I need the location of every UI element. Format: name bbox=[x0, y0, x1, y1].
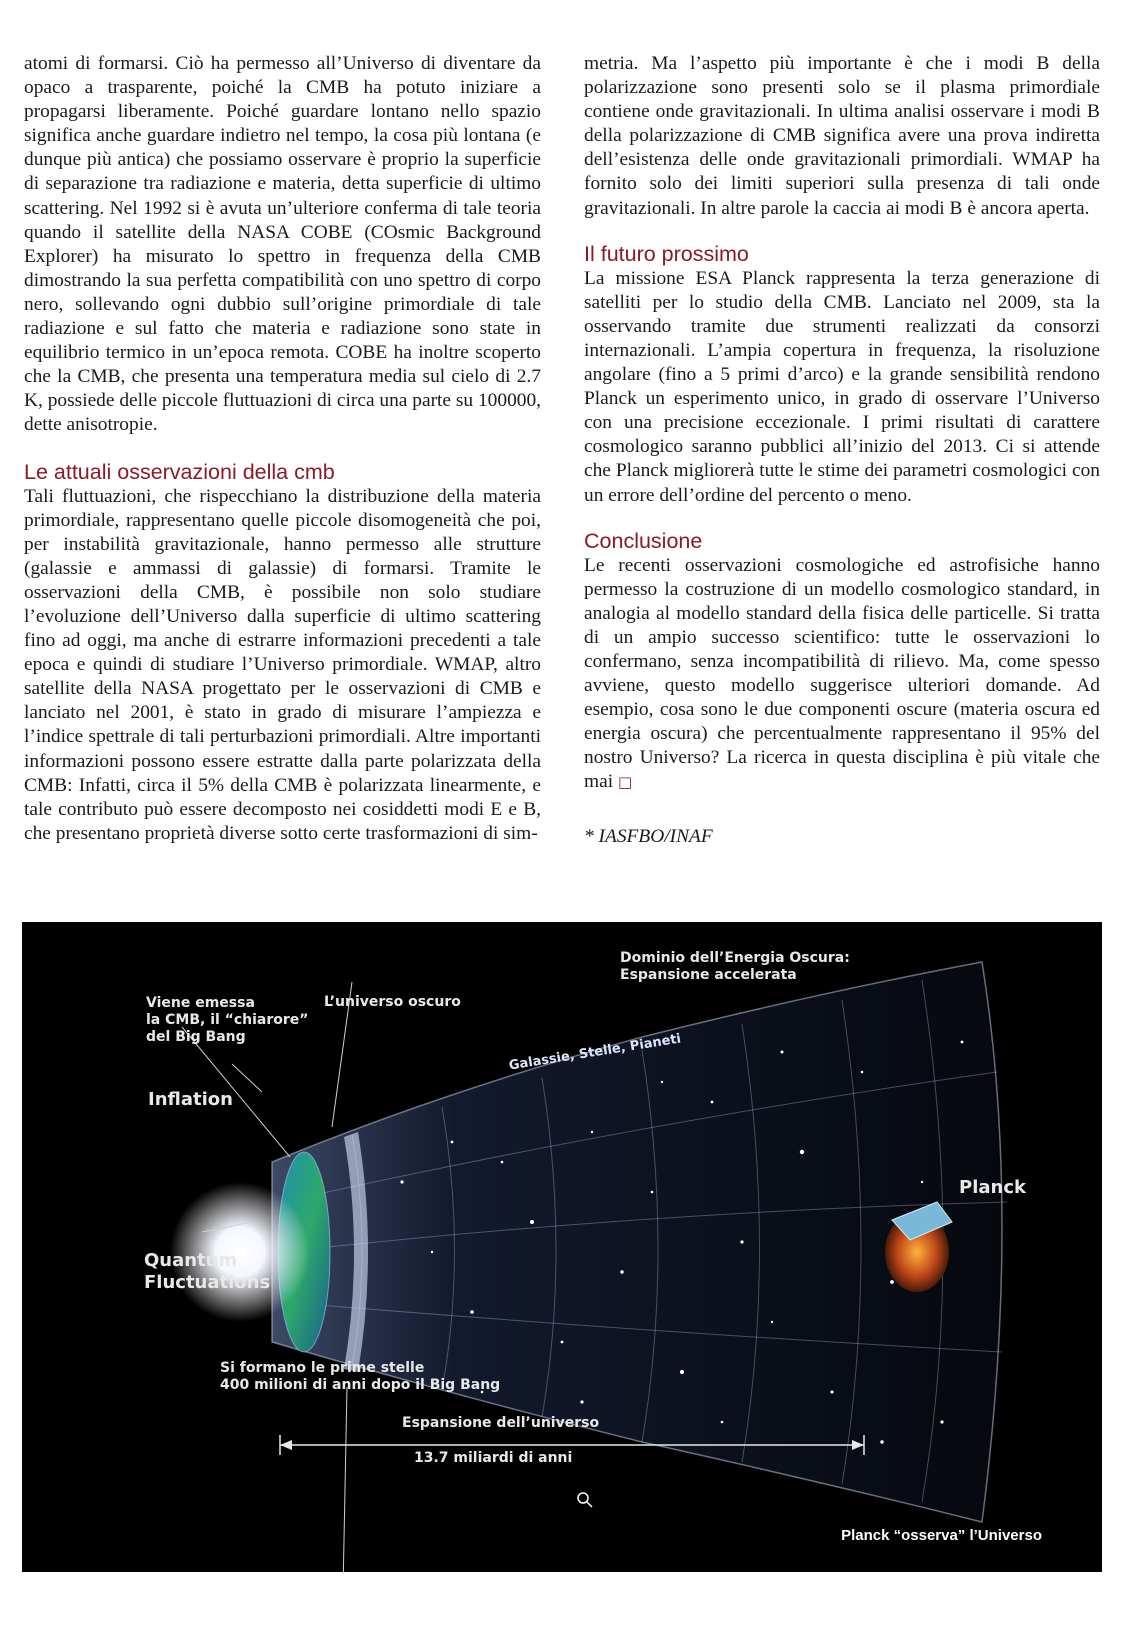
figure-caption: Planck “osserva” l’Universo bbox=[841, 1527, 1042, 1544]
section-heading: Il futuro prossimo bbox=[584, 241, 749, 266]
right-column bbox=[584, 52, 1100, 849]
label-first-stars: Si formano le prime stelle 400 milioni di anni dopo il Big Bang bbox=[220, 1360, 501, 1393]
label-dark-energy: Dominio dell’Energia Oscura: Espansione accelerata bbox=[620, 950, 850, 983]
label-age: 13.7 miliardi di anni bbox=[414, 1450, 573, 1466]
end-mark-icon: □ bbox=[617, 773, 633, 792]
author-affiliation: * IASFBO/INAF bbox=[584, 825, 713, 847]
paragraph-text: Le recenti osservazioni cosmologiche ed astrofisiche hanno permesso la costruzione di un modello cosmologico standard, in analogia al modello standard della fisica delle particelle. Si tratta di un ampio successo scientifico: tutte le osservazioni lo confermano, senza incompatibilità di rilievo. Ma, come spesso avviene, questo modello suggerisce ulteriori domande. Ad esempio, cosa sono le due componenti oscure (materia oscura ed energia oscura) che percentualmente rappresentano il 95% del nostro Universo? La ricerca in questa disciplina è più vitale che mai bbox=[584, 554, 1100, 793]
paragraph: metria. Ma l’aspetto più importante è che i modi B della polarizzazione sono presenti solo se il plasma primordiale contiene onde gravitazionali. In ultima analisi osservare i modi B della polarizzazione di CMB significa avere una prova indiretta dell’esistenza delle onde gravitazionali primordiali. WMAP ha fornito solo dei limiti superiori sulla presenza di tali onde gravitazionali. In altre parole la caccia ai modi B è ancora aperta. bbox=[584, 53, 1100, 219]
label-dark-universe: L’universo oscuro bbox=[324, 994, 461, 1010]
label-cmb-emission: Viene emessa la CMB, il “chiarore” del Big Bang bbox=[146, 995, 309, 1045]
label-expansion: Espansione dell’universo bbox=[402, 1415, 600, 1431]
label-inflation: Inflation bbox=[148, 1089, 233, 1110]
paragraph: atomi di formarsi. Ciò ha permesso all’Universo di diventare da opaco a trasparente, poiché la CMB ha potuto iniziare a propagarsi liberamente. Poiché guardare lontano nello spazio significa anche guardare indietro nel tempo, la cosa più lontana (e dunque più antica) che possiamo osservare è proprio la superficie di separazione tra radiazione e materia, detta superficie di ultimo scattering. Nel 1992 si è avuta un’ulteriore conferma di tale teoria quando il satellite della NASA COBE (COsmic Background Explorer) ha misurato lo spettro in frequenza della CMB dimostrando la sua perfetta compatibilità con uno spettro di corpo nero, sollevando ogni dubbio sull’origine primordiale di tale radiazione e sul fatto che materia e radiazione sono state in equilibrio termico in un’epoca remota. COBE ha inoltre scoperto che la CMB, che presenta una temperatura media sul cielo di 2.7 K, possiede delle piccole fluttuazioni di circa una parte su 100000, dette anisotropie. bbox=[24, 53, 541, 436]
label-planck: Planck bbox=[959, 1177, 1026, 1198]
label-galaxies: Galassie, Stelle, Pianeti bbox=[507, 1031, 683, 1074]
label-quantum-fluctuations: Quantum Fluctuations bbox=[144, 1250, 271, 1293]
paragraph: Tali fluttuazioni, che rispecchiano la distribuzione della materia primordiale, rappresentano quelle piccole disomogeneità che poi, per instabilità gravitazionale, hanno permesso alle strutture (galassie e ammassi di galassie) di formarsi. Tramite le osservazioni della CMB, è possibile non solo studiare l’evoluzione dell’Universo dalla superficie di ultimo scattering fino ad oggi, ma anche di estrarre informazioni precedenti a tale epoca e quindi di studiare l’Universo primordiale. WMAP, altro satellite della NASA progettato per le osservazioni di CMB e lanciato nel 2001, è stato in grado di misurare l’ampiezza e l’indice spettrale di tali perturbazioni primordiali. Altre importanti informazioni possono essere estratte dalla parte polarizzata della CMB: Infatti, circa il 5% della CMB è polarizzata linearmente, e tale contributo può essere decomposto nei cosiddetti modi E e B, che presentano proprietà diverse sotto certe trasformazioni di sim- bbox=[24, 485, 541, 844]
section-heading: Conclusione bbox=[584, 528, 703, 553]
universe-timeline-figure bbox=[22, 922, 1102, 1572]
section-heading: Le attuali osservazioni della cmb bbox=[24, 459, 335, 484]
paragraph bbox=[584, 554, 1100, 795]
left-column bbox=[24, 52, 541, 846]
paragraph: La missione ESA Planck rappresenta la terza generazione di satelliti per lo studio della CMB. Lanciato nel 2009, sta la osservando tramite due strumenti realizzati da consorzi internazionali. L’ampia copertura in frequenza, la risoluzione angolare (fino a 5 primi d’arco) e la grande sensibilità rendono Planck un esperimento unico, in grado di osservare l’Universo con una precisione eccezionale. I primi risultati di carattere cosmologico saranno pubblici all’inizio del 2013. Ci si attende che Planck migliorerà tutte le stime dei parametri cosmologici con un errore dell’ordine del percento o meno. bbox=[584, 267, 1100, 506]
